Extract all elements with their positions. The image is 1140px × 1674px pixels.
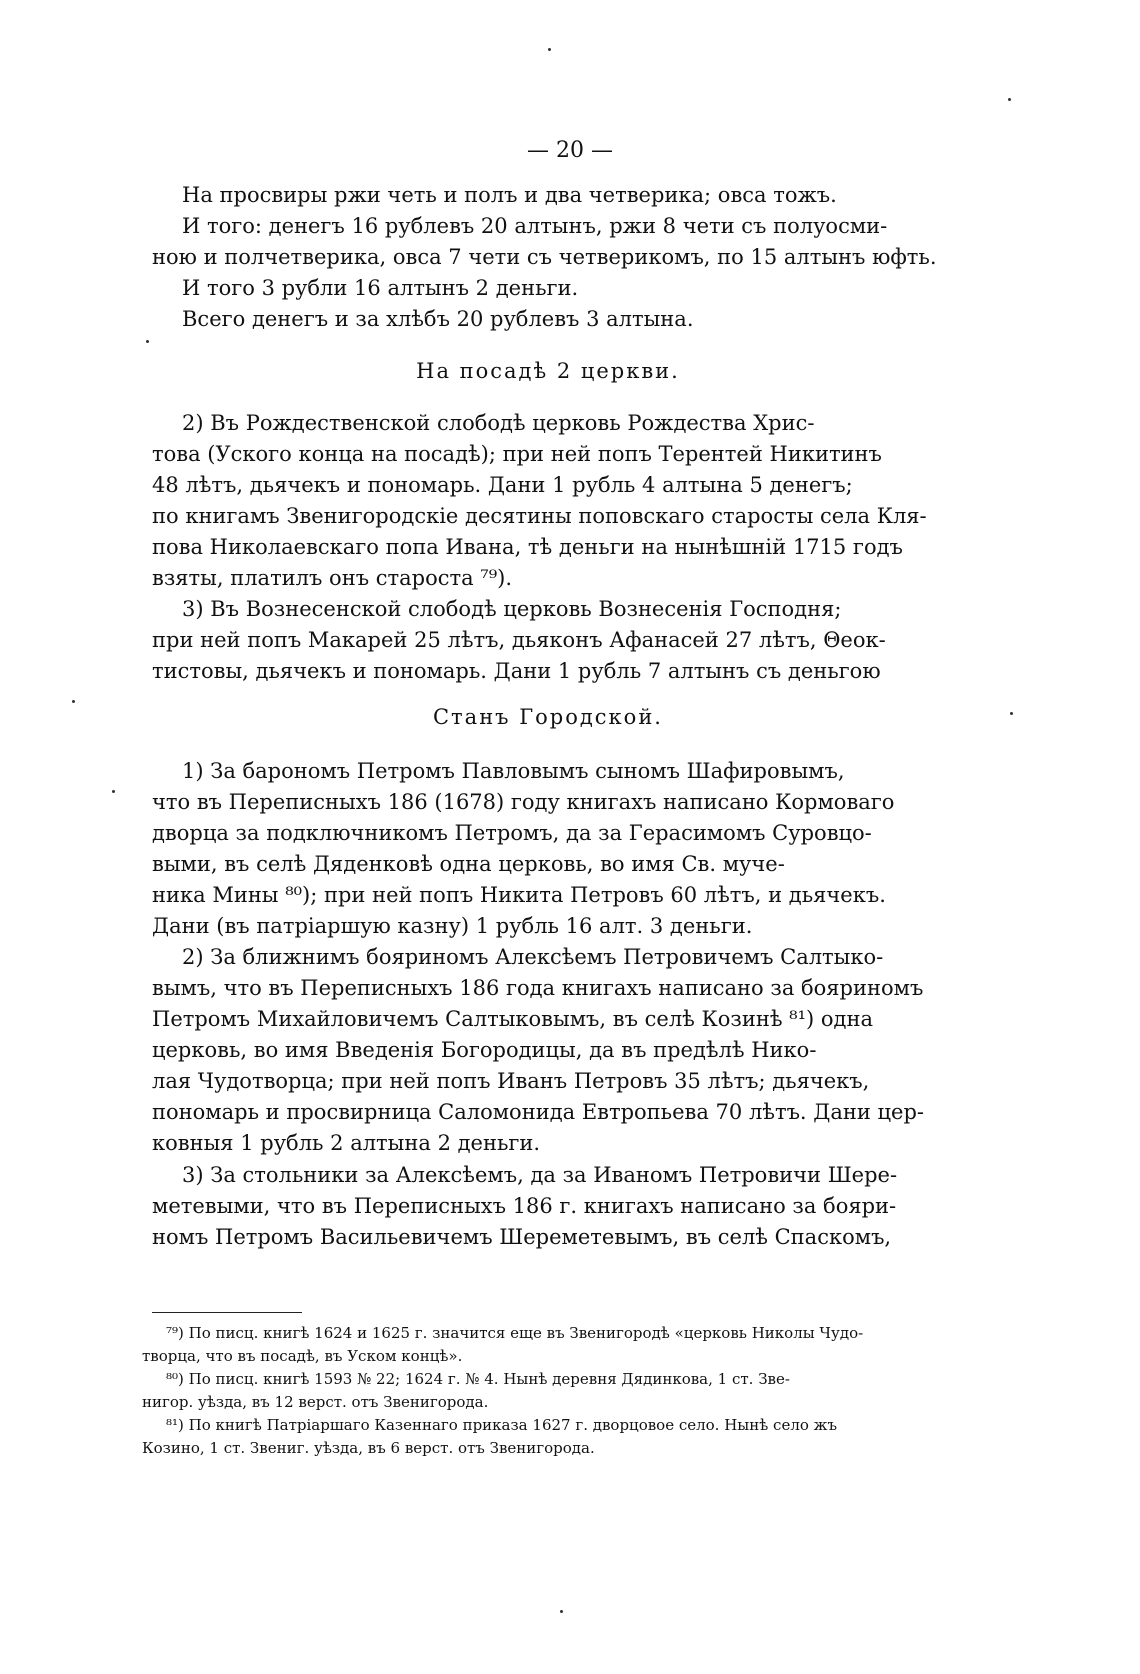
text-line: вымъ, что въ Переписныхъ 186 года книгахъ написано за бояриномъ [152, 976, 924, 1000]
text-line: И того: денегъ 16 рублевъ 20 алтынъ, ржи 8 чети съ полуосми- [182, 214, 888, 238]
page-number: — 20 — [527, 138, 613, 163]
text-line: 3) За стольники за Алексѣемъ, да за Иваномъ Петровичи Шере- [182, 1163, 898, 1187]
footnotes [142, 1322, 942, 1460]
paragraph-saltykov [152, 942, 944, 1159]
text-line: выми, въ селѣ Дяденковѣ одна церковь, во имя Св. муче- [152, 852, 785, 876]
text-line: пова Николаевскаго попа Ивана, тѣ деньги на нынѣшнiй 1715 годъ [152, 535, 903, 559]
section-heading-posad: На посадѣ 2 церкви. [416, 359, 680, 383]
paragraph-shafirov [152, 756, 944, 942]
text-line: И того 3 рубли 16 алтынъ 2 деньги. [182, 276, 579, 300]
text-line: что въ Переписныхъ 186 (1678) году книгахъ написано Кормоваго [152, 790, 895, 814]
scan-speck [1010, 712, 1013, 715]
footnote-line: ⁸⁰) По писц. книгѣ 1593 № 22; 1624 г. № 4. Нынѣ деревня Дядинкова, 1 ст. Зве- [166, 1370, 790, 1388]
section-heading-stan: Станъ Городской. [432, 705, 663, 729]
footnote-line: творца, что въ посадѣ, въ Уском концѣ». [142, 1347, 463, 1365]
text-line: метевыми, что въ Переписныхъ 186 г. книгахъ написано за бояри- [152, 1194, 897, 1218]
text-line: ковныя 1 рубль 2 алтына 2 деньги. [152, 1131, 541, 1155]
text-line: лая Чудотворца; при ней попъ Иванъ Петровъ 35 лѣтъ; дьячекъ, [152, 1069, 870, 1093]
paragraph-voznesenie [152, 594, 944, 687]
scan-speck [146, 340, 149, 343]
text-line: пономарь и просвирница Саломонида Евтропьева 70 лѣтъ. Дани цер- [152, 1100, 925, 1124]
text-line: 48 лѣтъ, дьячекъ и пономарь. Дани 1 рубль 4 алтына 5 денегъ; [152, 473, 853, 497]
text-line: при ней попъ Макарей 25 лѣтъ, дьяконъ Афанасей 27 лѣтъ, Θеок- [152, 628, 886, 652]
footnote-line: нигор. уѣзда, въ 12 верст. отъ Звенигорода. [142, 1393, 489, 1411]
text-line: 3) Въ Вознесенской слободѣ церковь Вознесенiя Господня; [182, 597, 842, 621]
text-line: На просвиры ржи четь и полъ и два четверика; овса тожъ. [182, 183, 837, 207]
text-line: тистовы, дьячекъ и пономарь. Дани 1 рубль 7 алтынъ съ деньгою [152, 659, 881, 683]
text-line: Дани (въ патрiаршую казну) 1 рубль 16 алт. 3 деньги. [152, 914, 753, 938]
text-line: Петромъ Михайловичемъ Салтыковымъ, въ селѣ Козинѣ ⁸¹) одна [152, 1007, 873, 1031]
text-line: ника Мины ⁸⁰); при ней попъ Никита Петровъ 60 лѣтъ, и дьячекъ. [152, 883, 886, 907]
scan-speck [560, 1610, 563, 1613]
scan-speck [112, 790, 115, 793]
text-line: 1) За барономъ Петромъ Павловымъ сыномъ Шафировымъ, [182, 759, 845, 783]
text-line: дворца за подключникомъ Петромъ, да за Герасимомъ Суровцо- [152, 821, 872, 845]
top-text-block [152, 180, 944, 335]
text-line: 2) За ближнимъ бояриномъ Алексѣемъ Петровичемъ Салтыко- [182, 945, 884, 969]
footnote-line: ⁸¹) По книгѣ Патрiаршаго Казеннаго приказа 1627 г. дворцовое село. Нынѣ село жъ [166, 1416, 837, 1434]
text-line: номъ Петромъ Васильевичемъ Шереметевымъ, въ селѣ Спаскомъ, [152, 1225, 892, 1249]
scan-speck [548, 48, 551, 51]
paragraph-rozhdestvo [152, 408, 944, 594]
footnote-divider [152, 1312, 302, 1313]
text-line: Всего денегъ и за хлѣбъ 20 рублевъ 3 алтына. [182, 307, 694, 331]
scan-speck [72, 700, 75, 703]
text-line: церковь, во имя Введенiя Богородицы, да въ предѣлѣ Нико- [152, 1038, 817, 1062]
text-line: 2) Въ Рождественской слободѣ церковь Рождества Хрис- [182, 411, 815, 435]
scan-speck [1008, 98, 1011, 101]
footnote-line: ⁷⁹) По писц. книгѣ 1624 и 1625 г. значится еще въ Звенигородѣ «церковь Николы Чудо- [166, 1324, 864, 1342]
paragraph-sheremetev [152, 1160, 944, 1253]
text-line: това (Уского конца на посадѣ); при ней попъ Терентей Никитинъ [152, 442, 882, 466]
text-line: по книгамъ Звенигородскiе десятины поповскаго старосты села Кля- [152, 504, 927, 528]
text-line: взяты, платилъ онъ староста ⁷⁹). [152, 566, 512, 590]
text-line: ною и полчетверика, овса 7 чети съ четверикомъ, по 15 алтынъ юфть. [152, 245, 937, 269]
footnote-line: Козино, 1 ст. Звениг. уѣзда, въ 6 верст. отъ Звенигорода. [142, 1439, 595, 1457]
